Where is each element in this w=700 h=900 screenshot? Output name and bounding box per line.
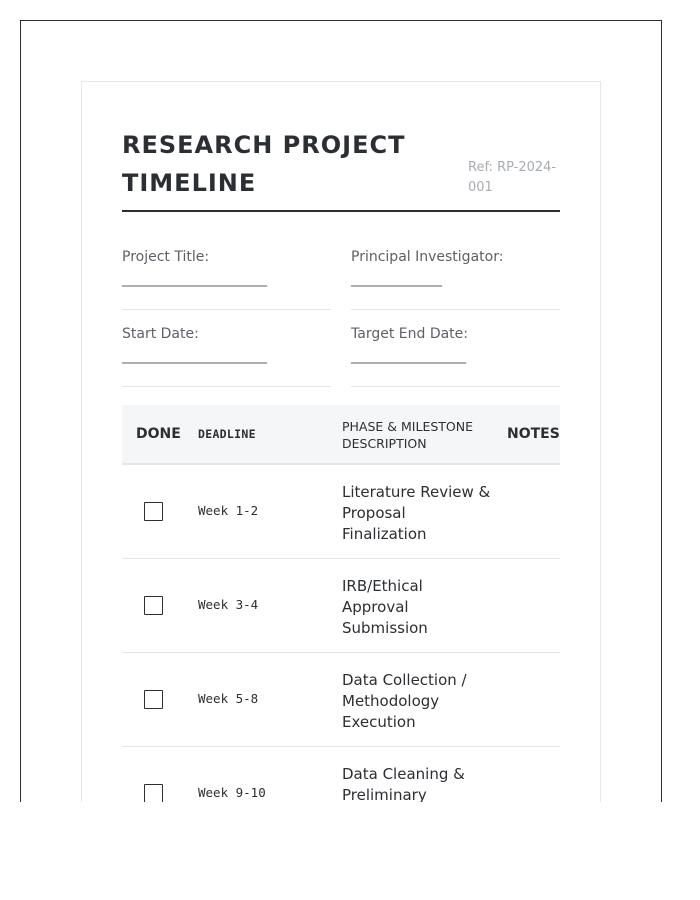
phase-cell: Literature Review & Proposal Finalization — [342, 483, 491, 543]
project-title-field[interactable] — [122, 249, 331, 310]
column-header-phase: PHASE & MILESTONE DESCRIPTION — [342, 419, 474, 451]
column-header-done: DONE — [136, 426, 181, 442]
start-date-field[interactable] — [122, 326, 331, 387]
done-checkbox[interactable] — [144, 690, 163, 709]
phase-cell: Data Collection / Methodology Execution — [342, 671, 467, 731]
table-header — [122, 405, 560, 465]
field-label: Principal Investigator: — [351, 249, 504, 265]
table-row — [122, 559, 560, 653]
field-label: Target End Date: — [351, 326, 468, 342]
field-label: Project Title: — [122, 249, 210, 265]
done-checkbox[interactable] — [144, 502, 163, 521]
table-row — [122, 653, 560, 747]
page-frame — [20, 20, 662, 802]
document-header — [122, 122, 560, 212]
deadline-cell: Week 5-8 — [198, 691, 259, 706]
field-blank-line: _______________ — [351, 271, 441, 287]
document-sheet — [81, 81, 601, 802]
timeline-table — [122, 405, 560, 802]
deadline-cell: Week 1-2 — [198, 503, 259, 518]
project-info-fields — [122, 212, 560, 392]
document-title: RESEARCH PROJECT TIMELINE — [122, 131, 406, 197]
column-header-notes: NOTES — [507, 426, 560, 442]
table-row — [122, 747, 560, 802]
principal-investigator-field[interactable] — [351, 249, 560, 310]
field-blank-line: ________________________ — [122, 271, 266, 287]
deadline-cell: Week 9-10 — [198, 785, 266, 800]
field-label: Start Date: — [122, 326, 199, 342]
phase-cell: IRB/Ethical Approval Submission — [342, 577, 428, 637]
done-checkbox[interactable] — [144, 596, 163, 615]
deadline-cell: Week 3-4 — [198, 597, 259, 612]
column-header-deadline: DEADLINE — [198, 427, 256, 441]
done-checkbox[interactable] — [144, 784, 163, 802]
field-blank-line: ___________________ — [351, 348, 465, 364]
document-content — [122, 122, 560, 802]
table-row — [122, 465, 560, 559]
reference-number: Ref: RP-2024-001 — [468, 160, 557, 195]
field-blank-line: ________________________ — [122, 348, 266, 364]
phase-cell: Data Cleaning & Preliminary — [342, 765, 465, 802]
target-end-date-field[interactable] — [351, 326, 560, 387]
